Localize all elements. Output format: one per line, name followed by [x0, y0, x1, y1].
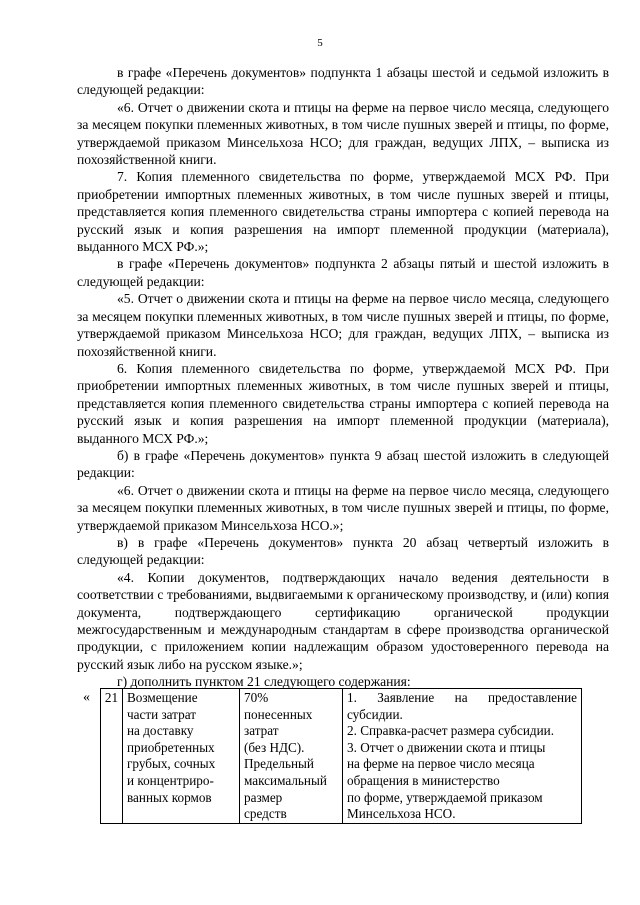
open-quote-mark: «: [83, 690, 90, 705]
cell-line: затрат: [244, 723, 279, 739]
documents-cell: [343, 689, 582, 824]
paragraph: 7. Копия племенного свидетельства по форме, утверждаемой МСХ РФ. При приобретении импортных племенных животных, в том числе пушных зверей и птицы, представляется копия племенного свидетельства страны импортера с копией перевода на русский язык и копия разрешения на импорт племенной продукции (материала), выданного МСХ РФ.»;: [77, 169, 609, 255]
cell-line: Возмещение: [127, 690, 198, 705]
cell-line: средств: [244, 806, 287, 822]
document-body: [77, 64, 609, 691]
paragraph: «6. Отчет о движении скота и птицы на ферме на первое число месяца, следующего за месяцем покупки племенных животных, в том числе пушных зверей и птицы, по форме, утверждаемой приказом Минсельхоза НСО; для граждан, ведущих ЛПХ, – выписка из похозяйственной книги.: [77, 99, 609, 168]
paragraph: г) дополнить пунктом 21 следующего содержания:: [117, 674, 411, 690]
cell-line: понесенных: [244, 706, 313, 722]
cell-line: части затрат: [127, 706, 196, 722]
cell-line: размер: [244, 789, 283, 805]
cell-line: субсидии.: [347, 706, 403, 722]
cell-line: максимальный: [244, 772, 327, 788]
table-row: [101, 689, 582, 824]
cell-line: 70%: [244, 690, 269, 705]
paragraph: 6. Копия племенного свидетельства по форме, утверждаемой МСХ РФ. При приобретении импортных племенных животных, в том числе пушных зверей и птицы, представляется копия племенного свидетельства страны импортера с копией перевода на русский язык и копия разрешения на импорт племенной продукции (материала), выданного МСХ РФ.»;: [77, 360, 609, 446]
cell-line: 2. Справка-расчет размера субсидии.: [347, 723, 555, 739]
cell-line: на ферме на первое число месяца: [347, 756, 535, 772]
cell-line: Предельный: [244, 756, 314, 772]
cell-line: 1. Заявление на предоставление: [347, 690, 577, 705]
page-number: 5: [317, 37, 323, 49]
cell-line: по форме, утверждаемой приказом: [347, 789, 543, 805]
cell-line: на доставку: [127, 723, 194, 739]
rate-cell: [240, 689, 343, 824]
paragraph: б) в графе «Перечень документов» пункта 9 абзац шестой изложить в следующей редакции:: [77, 447, 609, 481]
cell-line: (без НДС).: [244, 739, 305, 755]
paragraph: «6. Отчет о движении скота и птицы на ферме на первое число месяца, следующего за месяцем покупки племенных животных, в том числе пушных зверей и птицы, по форме, утверждаемой приказом Минсельхоза НСО.»;: [77, 482, 609, 533]
cell-line: и концентриро-: [127, 772, 214, 788]
cell-line: приобретенных: [127, 739, 215, 755]
cell-line: ванных кормов: [127, 789, 212, 805]
paragraph: в графе «Перечень документов» подпункта 1 абзацы шестой и седьмой изложить в следующей редакции:: [77, 65, 609, 98]
row-number-cell: 21: [101, 689, 123, 824]
cell-line: Минсельхоза НСО.: [347, 806, 456, 822]
cell-line: обращения в министерство: [347, 772, 500, 788]
paragraph: в) в графе «Перечень документов» пункта 20 абзац четвертый изложить в следующей редакции:: [77, 534, 609, 568]
paragraph: «5. Отчет о движении скота и птицы на ферме на первое число месяца, следующего за месяцем покупки племенных животных, в том числе пушных зверей и птицы, по форме, утверждаемой приказом Минсельхоза НСО; для граждан, ведущих ЛПХ, – выписка из похозяйственной книги.: [77, 291, 609, 359]
measure-name-cell: [123, 689, 240, 824]
amendment-table: [100, 688, 582, 824]
paragraph: «4. Копии документов, подтверждающих начало ведения деятельности в соответствии с требованиями, выдвигаемыми к органическому производству, и (или) копия документа, подтверждающего сертификацию органической продукции межгосударственным и международным стандартам в сфере производства органической продукции, с приложением копии надлежащим образом удостоверенного перевода на русский язык либо на русском языке.»;: [77, 569, 609, 672]
paragraph: в графе «Перечень документов» подпункта 2 абзацы пятый и шестой изложить в следующей редакции:: [77, 256, 609, 289]
cell-line: 3. Отчет о движении скота и птицы: [347, 739, 546, 755]
cell-line: грубых, сочных: [127, 756, 216, 772]
